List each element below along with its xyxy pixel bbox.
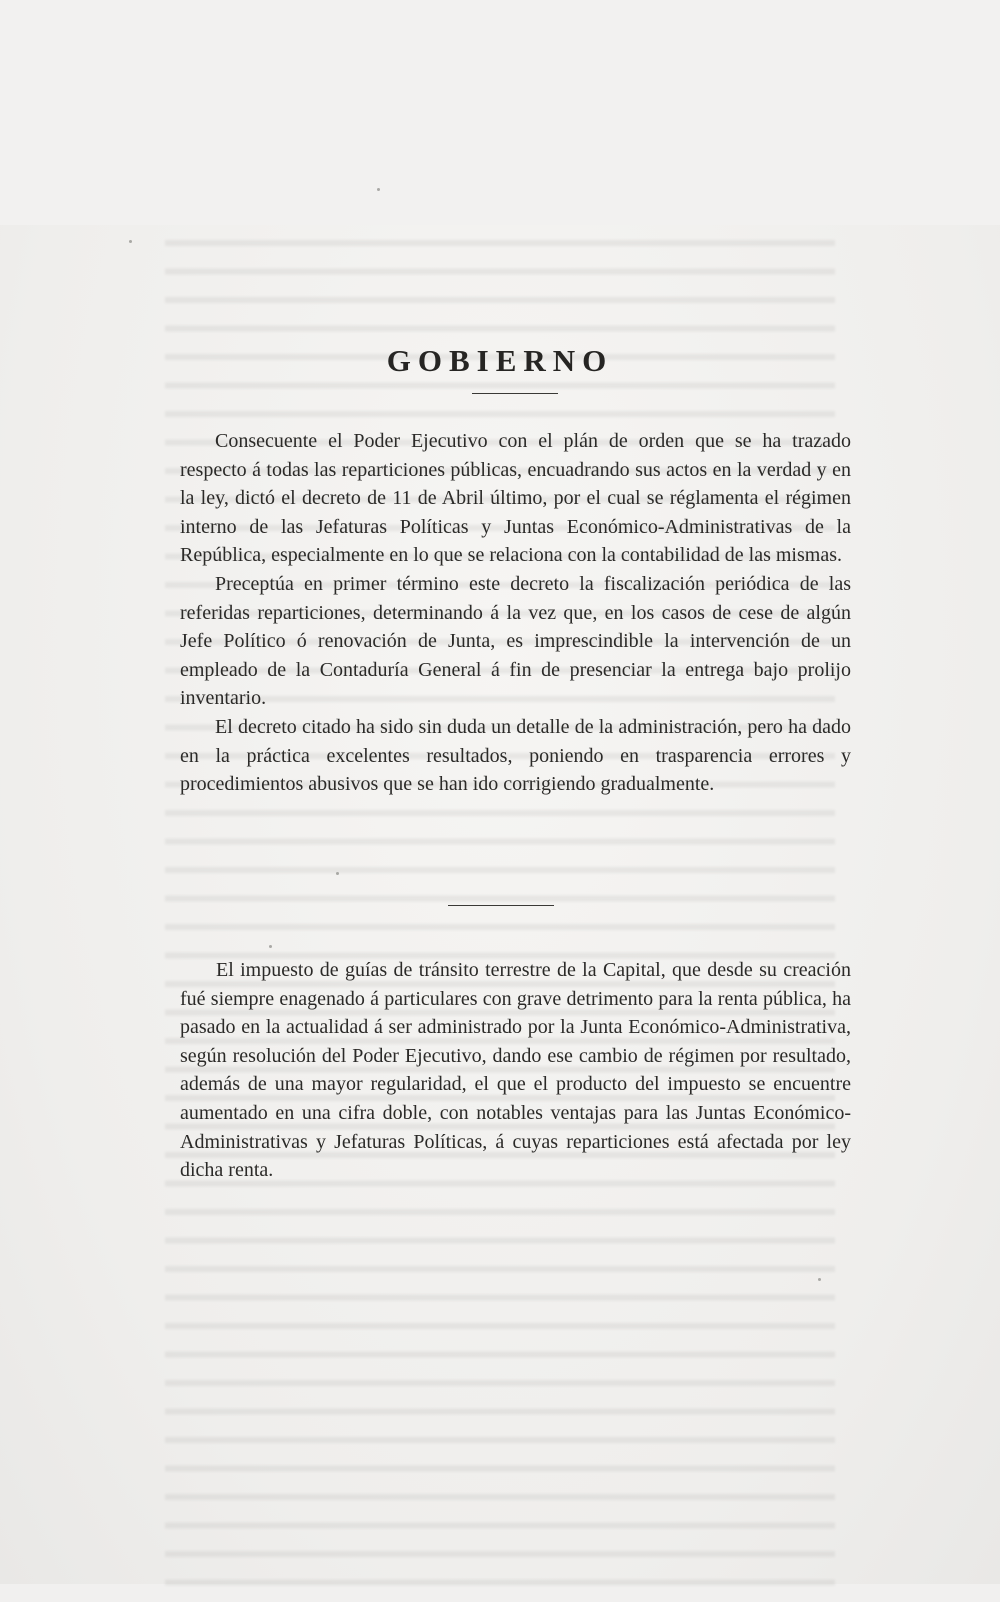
section-heading: GOBIERNO — [386, 343, 614, 378]
paper-speck — [818, 1278, 821, 1281]
paper-speck — [269, 945, 272, 948]
heading-underline — [472, 393, 558, 394]
section-divider — [448, 905, 554, 906]
section-impuesto-guias — [180, 956, 851, 1185]
paper-speck — [336, 872, 339, 875]
paragraph: Consecuente el Poder Ejecutivo con el plán de orden que se ha trazado respecto á todas las reparticiones públicas, encuadrando sus actos en la verdad y en la ley, dictó el decreto de 11 de Abril último, por el cual se réglamenta el régimen interno de las Jefaturas Políticas y Juntas Económico-Administrativas de la República, especialmente en lo que se relaciona con la contabilidad de las mismas. — [180, 430, 851, 567]
section-jefaturas — [180, 427, 851, 799]
paper-speck — [377, 188, 380, 191]
page-margin-top — [0, 0, 1000, 225]
paragraph: El decreto citado ha sido sin duda un detalle de la administración, pero ha dado en la práctica excelentes resultados, poniendo en trasparencia errores y procedimientos abusivos que se han ido corrigiendo gradualmente. — [180, 715, 851, 796]
paragraph: Preceptúa en primer término este decreto la fiscalización periódica de las referidas reparticiones, determinando á la vez que, en los casos de cese de algún Jefe Político ó renovación de Junta, es imprescindible la intervención de un empleado de la Contaduría General á fin de presenciar la entrega bajo prolijo inventario. — [180, 572, 851, 710]
paragraph: El impuesto de guías de tránsito terrestre de la Capital, que desde su creación fué siempre enagenado á particulares con grave detrimento para la renta pública, ha pasado en la actualidad á ser administrado por la Junta Económico-Administrativa, según resolución del Poder Ejecutivo, dando ese cambio de régimen por resultado, además de una mayor regularidad, el que el producto del impuesto se encuentre aumentado en una cifra doble, con notables ventajas para las Juntas Económico-Administrativas y Jefaturas Políticas, á cuyas reparticiones está afectada por ley dicha renta. — [180, 959, 851, 1182]
paper-speck — [129, 240, 132, 243]
